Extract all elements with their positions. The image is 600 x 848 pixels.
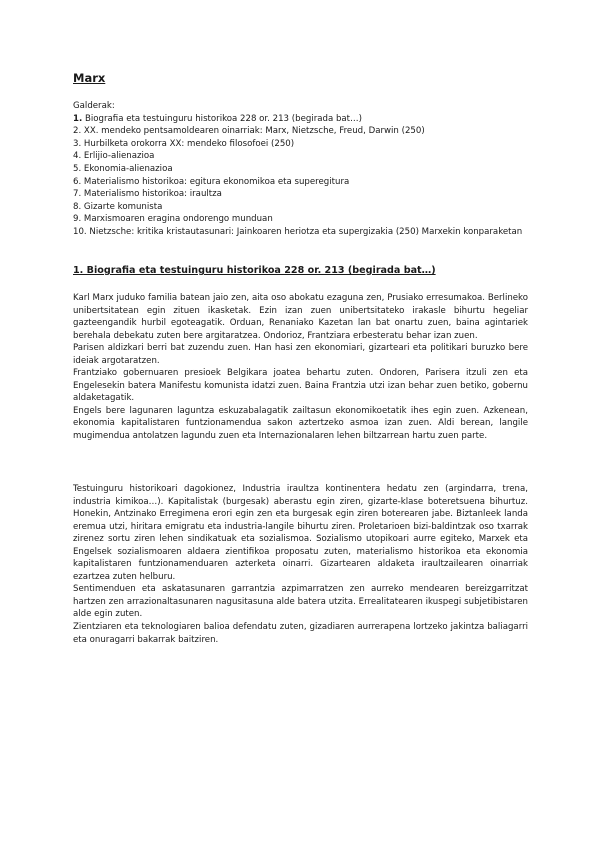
question-text: XX. mendeko pentsamoldearen oinarriak: Marx, Nietzsche, Freud, Darwin (250)	[81, 126, 425, 137]
question-number: 9.	[73, 214, 82, 225]
question-text: Materialismo historikoa: egitura ekonomikoa eta superegitura	[81, 176, 350, 187]
question-item	[73, 201, 528, 214]
body-block-context	[73, 483, 528, 646]
question-number: 8.	[73, 201, 82, 212]
question-item	[73, 176, 528, 189]
question-text: Ekonomia-alienazioa	[81, 163, 173, 174]
paragraph: Sentimenduen eta askatasunaren garrantzia azpimarratzen zen aurreko mendearen bereizgarritzat hartzen zen arrazionaltasunaren nagusitasuna alde batera utzita. Errealitatearen ikuspegi subjetibistaren alde egin zuten.	[73, 584, 528, 620]
section-heading: 1. Biografia eta testuinguru historikoa 228 or. 213 (begirada bat…)	[73, 265, 436, 276]
question-item	[73, 163, 528, 176]
question-text: Marxismoaren eragina ondorengo munduan	[81, 214, 273, 225]
question-item	[73, 125, 528, 138]
paragraph: Zientziaren eta teknologiaren balioa defendatu zuten, gizadiaren aurrerapena lortzeko jakintza baliagarri eta onuragarri bakarrak baitziren.	[73, 622, 528, 645]
question-number: 7.	[73, 189, 82, 200]
question-number: 6.	[73, 176, 82, 187]
paragraph: Testuinguru historikoari dagokionez, Industria iraultza kontinentera hedatu zen (argindarra, trena, industria kimikoa…). Kapitalistak (burgesak) aberastu egin ziren, gizarte-klase boteretsuena bihurtuz. Honekin, Antzinako Erregimena erori egin zen eta burgesak egin ziren boterearen jabe. Biztanleek landa eremua utzi, hiritara emigratu eta industria-langile bihurtu ziren. Proletarioen bizi-baldintzak oso txarrak zirenez sortu ziren lehen sindikatuak eta sozialismoa. Sozialismo utopikoari aurre egiteko, Marxek eta Engelsek sozialismoaren aldaera zientifikoa proposatu zuten, materialismo historikoa eta ekonomia kapitalistaren funtzionamenduaren azterketa oinarri. Gizartearen aldaketa iraultzailearen oinarriak ezartzea zuten helburu.	[73, 484, 528, 582]
question-item	[73, 188, 528, 201]
question-item	[73, 138, 528, 151]
question-number: 3.	[73, 138, 82, 149]
question-text: Hurbilketa orokorra XX: mendeko filosofoei (250)	[81, 138, 295, 149]
question-number: 10.	[73, 226, 87, 237]
page-title: Marx	[73, 71, 106, 85]
paragraph: Karl Marx juduko familia batean jaio zen, aita oso abokatu ezaguna zen, Prusiako erresumakoa. Berlineko unibertsitatean egin zituen ikasketak. Ezin izan zuen unibertsitateko irakasle bihurtu hegeliar gazteengandik hurbil egoteagatik. Orduan, Renaniako Kazetan lan bat onartu zuen, baina agintariek berehala debekatu zuten bere argitaratzea. Ondorioz, Frantziara erbesteratu behar izan zuen.	[73, 293, 528, 341]
question-item	[73, 113, 528, 126]
question-number: 1.	[73, 113, 83, 124]
question-text: Materialismo historikoa: iraultza	[81, 189, 222, 200]
body-block-biography	[73, 292, 528, 443]
question-item	[73, 213, 528, 226]
paragraph: Parisen aldizkari berri bat zuzendu zuen. Han hasi zen ekonomiari, gizarteari eta politikari buruzko bere ideiak argotaratzen.	[73, 343, 528, 366]
question-text: Erlijio-alienazioa	[81, 151, 155, 162]
question-item	[73, 150, 528, 163]
question-number: 5.	[73, 163, 82, 174]
question-text: Nietzsche: kritika kristautasunari: Jainkoaren heriotza eta supergizakia (250) Marxekin konparaketan	[86, 226, 523, 237]
paragraph: Frantziako gobernuaren presioek Belgikara joatea behartu zuten. Ondoren, Parisera itzuli zen eta Engelesekin batera Manifestu komunista idatzi zuen. Baina Frantzia utzi izan behar zuen betiko, gobernu aldaketagatik.	[73, 368, 528, 404]
paragraph: Engels bere lagunaren laguntza eskuzabalagatik zailtasun ekonomikoetatik ihes egin zuen. Azkenean, ekonomia kapitalistaren funtzionamendua sakon aztertzeko asmoa izan zuen. Aldi berean, langile mugimendua antolatzen lagundu zuen eta Internazionalaren lehen biltzarrean hartu zuen parte.	[73, 405, 528, 442]
question-text: Biografia eta testuinguru historikoa 228 or. 213 (begirada bat…)	[82, 113, 362, 124]
questions-list	[73, 113, 528, 239]
questions-label: Galderak:	[73, 101, 115, 111]
question-text: Gizarte komunista	[81, 201, 163, 212]
question-item	[73, 226, 528, 239]
question-number: 2.	[73, 126, 82, 137]
question-number: 4.	[73, 151, 82, 162]
